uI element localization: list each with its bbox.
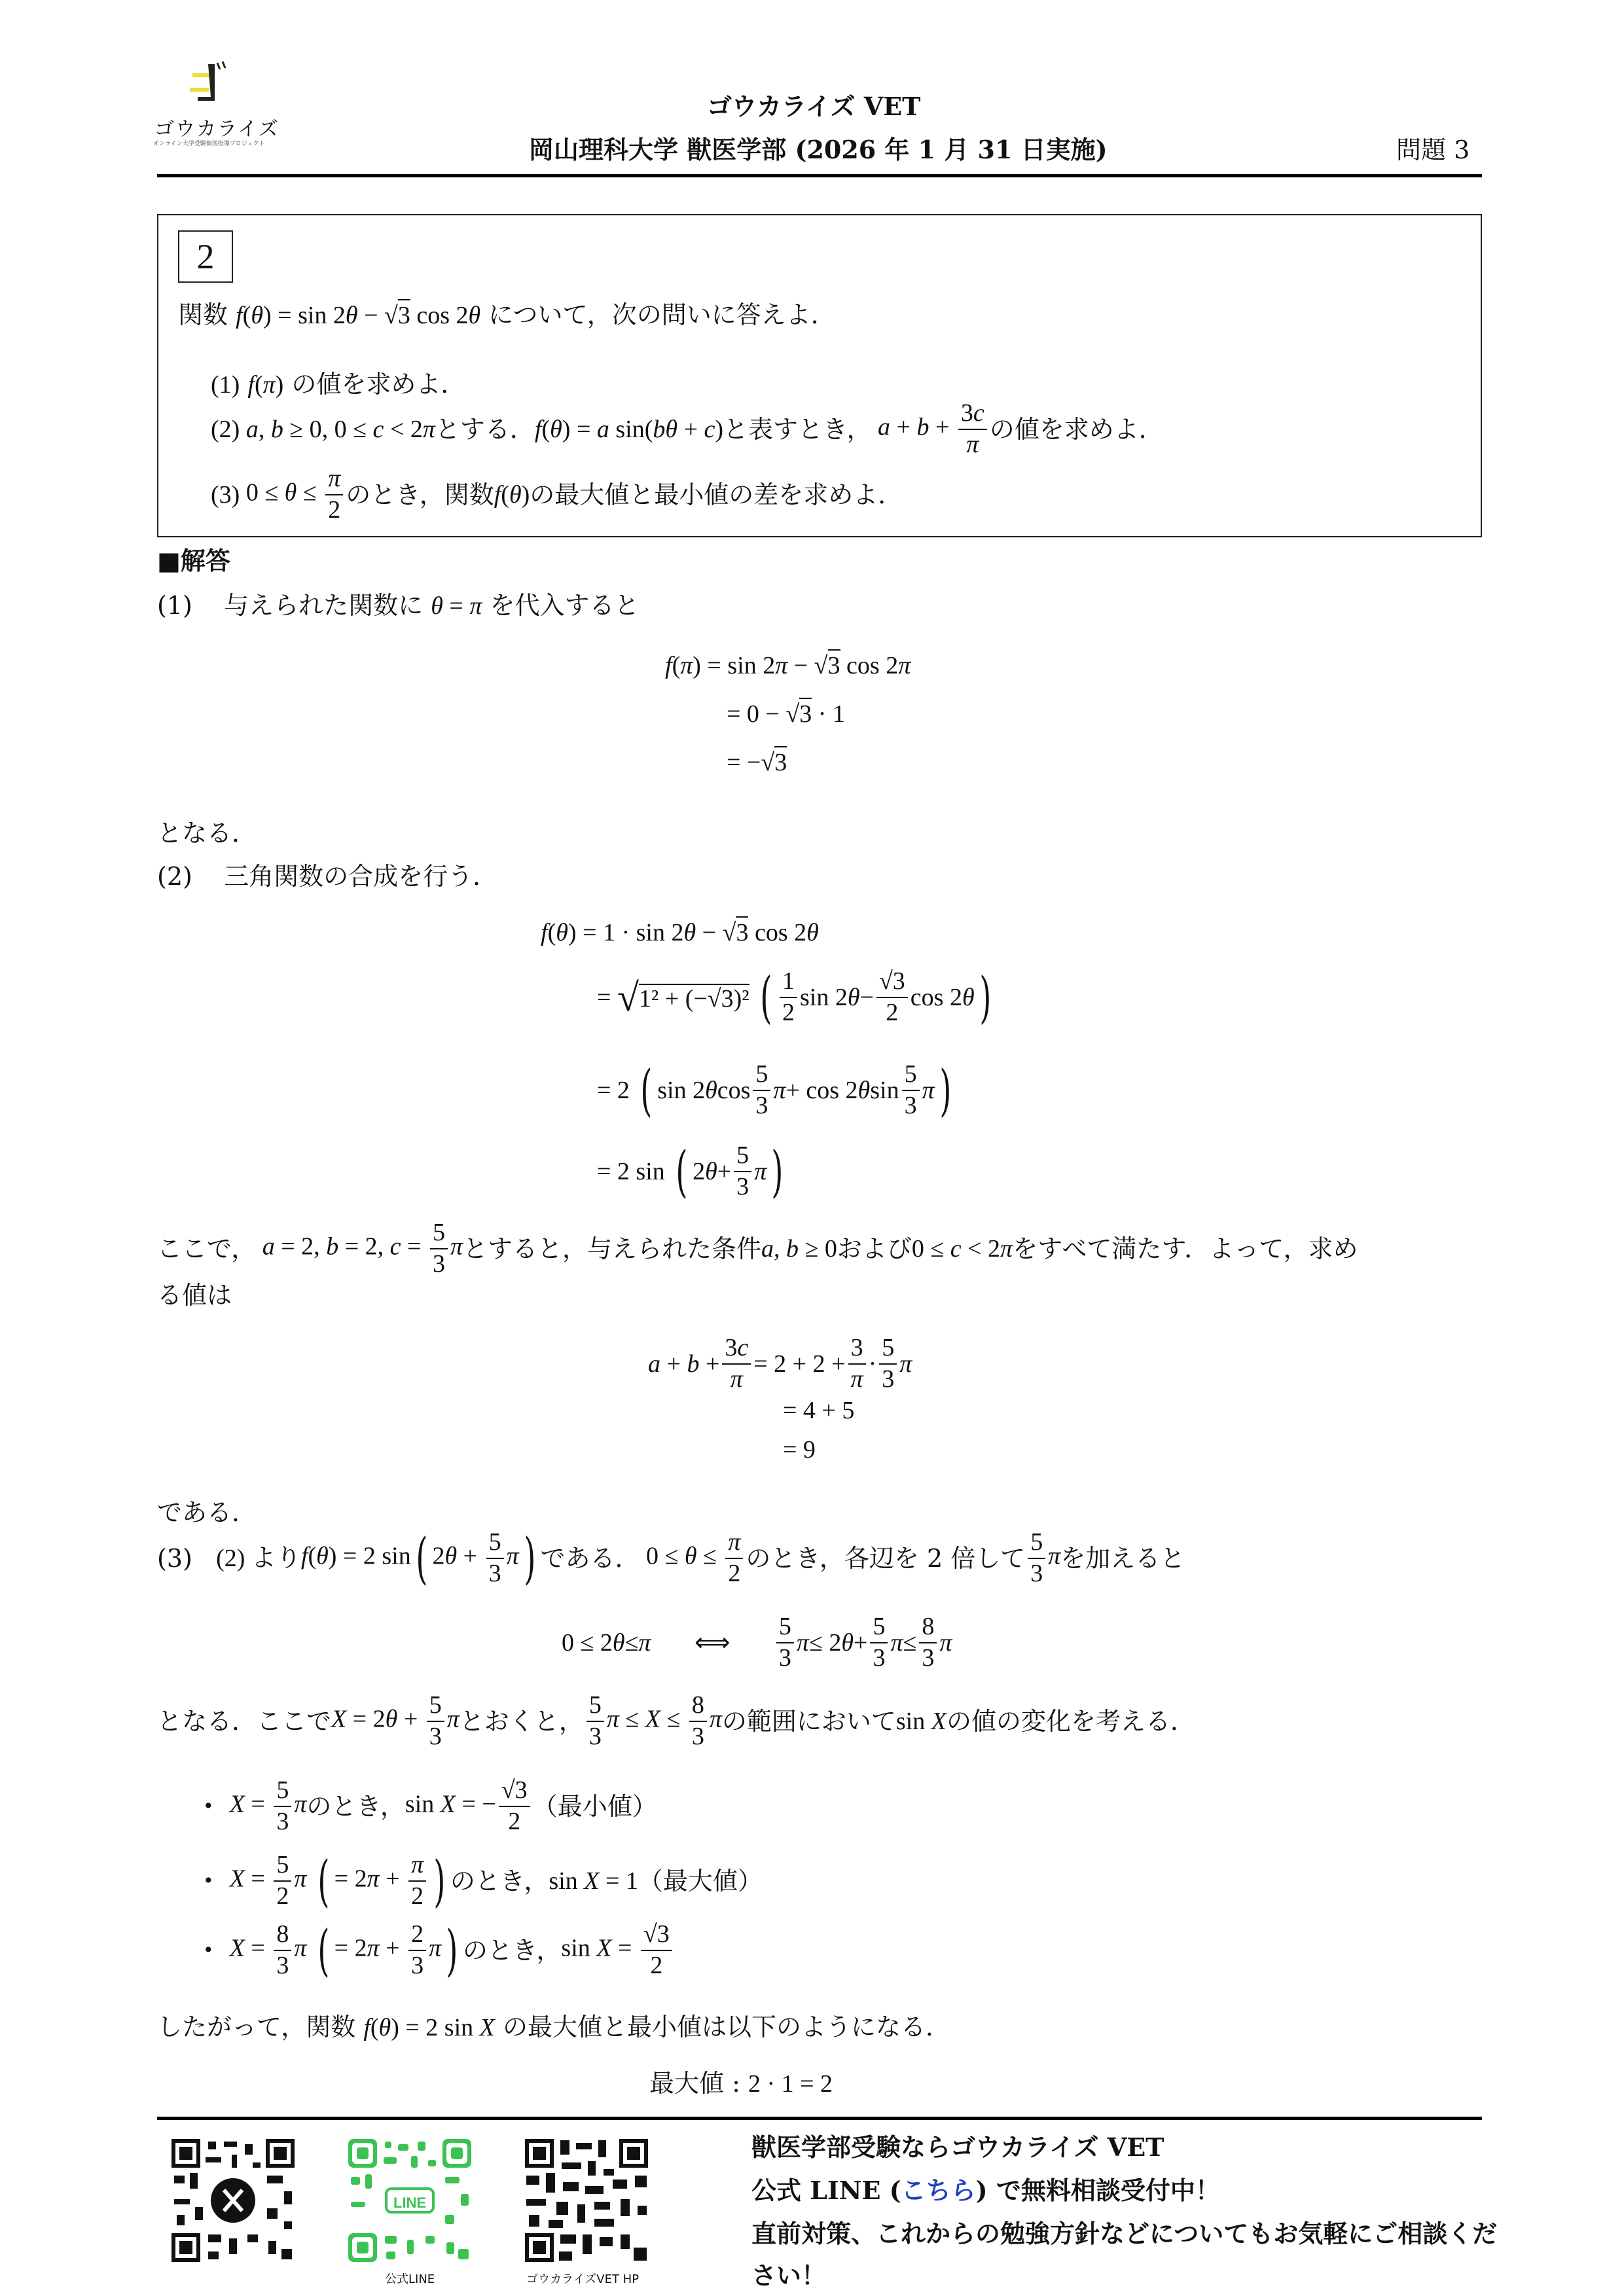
max-value-line <box>649 2071 833 2096</box>
logo-text: ゴウカライズ <box>154 118 280 141</box>
header-title: ゴウカライズ VET <box>707 92 921 121</box>
answer-1-eq-line3: = −√3 <box>727 750 787 775</box>
answer-2-after-c: および <box>837 1234 912 1263</box>
answer-2-after-a: ここで， <box>157 1234 257 1263</box>
problem-intro: 関数 f(θ) = sin 2θ − √3 cos 2θ について，次の問いに答えよ． <box>178 300 836 329</box>
goukarise-logo <box>152 60 283 152</box>
q2-text-b: と表すとき， <box>723 414 872 444</box>
problem-label: 問題 3 <box>1396 135 1470 164</box>
answer-2-label: (2) <box>157 862 192 891</box>
answer-3-inequality: 0 ≤ 2 θ ≤ π ⟺ $\frac{5}{3}$ π ≤ 2 θ + $\frac{5}{3}$ π ≤ $\frac{8}{3}$ π <box>562 1613 952 1672</box>
answer-2-sum-line3: = 9 <box>783 1436 816 1463</box>
problem-q1: (1) f(π) の値を求めよ． <box>211 370 466 399</box>
q2-number: (2) <box>211 415 240 443</box>
qr-code-hp[interactable] <box>522 2136 651 2286</box>
answer-1-eq-line2: = 0 − √3 · 1 <box>727 702 845 726</box>
problem-q3: (3) 0 ≤ θ ≤ $\frac{\pi}{2}$ のとき，関数 f(θ) の最大値と最小値の差を求めよ． <box>211 465 903 524</box>
answer-2-eq-line4: = 2 sin ( 2 θ + $\frac{5}{3}$ π ) <box>597 1139 784 1204</box>
answer-2-eq-line3: = 2 ( sin 2 θ cos $\frac{5}{3}$ π + cos 2 θ sin $\frac{5}{3}$ π ) <box>597 1058 952 1122</box>
bullet-max-label: （最大値） <box>638 1866 763 1895</box>
qr-hp-graphic <box>522 2136 651 2265</box>
q1-text: の値を求めよ． <box>283 370 466 399</box>
conclusion-text-a: したがって，関数 <box>157 2013 364 2041</box>
footer-line1: 獣医学部受験ならゴウカライズ VET <box>751 2132 1164 2162</box>
conclusion-text-b: の最大値と最小値は以下のようになる． <box>494 2013 950 2041</box>
answer-3-text-d: を加えると <box>1060 1544 1185 1573</box>
qr-hp-caption: ゴウカライズVET HP <box>526 2272 640 2286</box>
footer-line3: 直前対策、これからの勉強方針などについてもお気軽にご相談くだ <box>751 2219 1498 2248</box>
answer-2-sum-line2: = 4 + 5 <box>783 1397 855 1424</box>
q2-text-c: の値を求めよ． <box>989 414 1164 444</box>
bullet-min-text: のとき， <box>306 1791 405 1821</box>
qr-code-line[interactable] <box>346 2136 474 2286</box>
answer-2-text: 三角関数の合成を行う． <box>224 862 498 891</box>
line-badge: LINE <box>393 2195 427 2211</box>
bullet-min-label: （最小値） <box>532 1791 657 1821</box>
answer-2-intro <box>157 864 497 889</box>
answer-3-intro: (3) (2) より f(θ) = 2 sin( 2θ + $\frac{5}{3}$ π) である． 0 ≤ θ ≤ $\frac{\pi}{2}$ のとき，各辺を 2 倍して $\frac{5}{3}$ π を加えると <box>157 1526 1185 1590</box>
footer-line4: さい！ <box>751 2261 827 2290</box>
bullet-max: • X = $\frac{5}{2}$ π ( = 2π + $\frac{\pi}{2}$ ) のとき， sin X = 1 （最大値） <box>203 1848 763 1913</box>
footer-line2 <box>751 2178 1220 2203</box>
answer-3-after: となる．ここで X = 2θ + $\frac{5}{3}$ π とおくと， $\frac{5}{3}$ π ≤ X ≤ $\frac{8}{3}$ π の範囲において sin X の値の変化を考える． <box>157 1691 1195 1750</box>
answer-3-after-d: の値の変化を考える． <box>946 1706 1195 1736</box>
q3-text-a: のとき，関数 <box>346 480 494 509</box>
problem-number: 2 <box>178 230 233 283</box>
answer-2-after: ここで， a = 2, b = 2, c = $\frac{5}{3}$ π とすると，与えられた条件 a, b ≥ 0 および 0 ≤ c < 2π をすべて満たす．よって，求め <box>157 1219 1358 1278</box>
answer-heading: ■解答 <box>157 546 230 575</box>
answer-2-eq-line2: = √ 1² + (−√3)² ( $\frac{1}{2}$ sin 2 θ − $\frac{√3}{2}$ cos 2 θ ) <box>597 965 992 1030</box>
qr-line-caption: 公式LINE <box>385 2272 435 2286</box>
answer-3-after-a: となる．ここで <box>157 1706 332 1736</box>
answer-1-text-b: を代入すると <box>482 591 640 620</box>
answer-2-after-d: をすべて満たす．よって，求め <box>1013 1234 1358 1263</box>
answer-1-intro: (1) 与えられた関数に θ = π を代入すると <box>157 591 640 620</box>
max-value: 2 · 1 = 2 <box>748 2070 833 2098</box>
header-subtitle: 岡山理科大学 獣医学部 (2026 年 1 月 31 日実施) <box>529 135 1108 164</box>
answer-3-text-c: のとき，各辺を 2 倍して <box>746 1544 1026 1573</box>
q3-number: (3) <box>211 480 240 509</box>
bullet-end: • X = $\frac{8}{3}$ π ( = 2π + $\frac{2}{3}$ π) のとき， sin X = $\frac{√3}{2}$ <box>203 1922 675 1979</box>
bullet-max-text: のとき， <box>450 1866 549 1895</box>
answer-1-eq-line1: f(π) = sin 2π − √3 cos 2π <box>665 653 911 678</box>
answer-3-after-b: とおくと， <box>459 1706 584 1736</box>
footer-line2-a: 公式 LINE ( <box>751 2176 901 2205</box>
max-value-label: 最大値 : <box>649 2069 748 2098</box>
answer-1-end: となる． <box>157 819 257 848</box>
q1-number: (1) <box>211 371 240 399</box>
answer-3-text-a: (2) より <box>216 1545 301 1572</box>
bullet-end-text: のとき， <box>462 1935 562 1965</box>
q3-text-b: の最大値と最小値の差を求めよ． <box>530 480 903 509</box>
footer-line2-b: ) で無料相談受付中！ <box>975 2176 1220 2205</box>
answer-2-sum-line1: a + b + $\frac{3c}{\pi}$ = 2 + 2 + $\frac{3}{\pi}$ · $\frac{5}{3}$ π <box>648 1334 912 1393</box>
answer-2-end: である． <box>157 1498 257 1527</box>
q2-text-a: とする． <box>435 414 535 444</box>
problem-q2: (2) a, b ≥ 0, 0 ≤ c < 2π とする． f(θ) = a sin(bθ + c) と表すとき， a + b + $\frac{3c}{\pi}$ の値を求めよ． <box>211 399 1164 458</box>
footer-rule <box>157 2117 1482 2120</box>
bullet-min: • X = $\frac{5}{3}$ π のとき， sin X = − $\frac{√3}{2}$ （最小値） <box>203 1776 657 1835</box>
answer-3-text-b: である． <box>540 1544 640 1573</box>
answer-2-after-e: る値は <box>157 1281 232 1310</box>
answer-conclusion: したがって，関数 f(θ) = 2 sin X の最大値と最小値は以下のようになる． <box>157 2013 950 2041</box>
qr-code-x[interactable] <box>169 2136 297 2265</box>
qr-x-graphic <box>169 2136 297 2265</box>
answer-2-after-b: とすると，与えられた条件 <box>462 1234 761 1263</box>
answer-1-text-a: 与えられた関数に <box>224 591 431 620</box>
header-rule <box>157 174 1482 177</box>
problem-intro-text-end: について，次の問いに答えよ． <box>480 300 836 329</box>
answer-3-after-c: の範囲において <box>721 1706 896 1736</box>
answer-1-label: (1) <box>157 591 192 620</box>
answer-3-label: (3) <box>157 1544 192 1573</box>
line-link[interactable]: こちら <box>901 2176 976 2205</box>
answer-2-eq-line1: f(θ) = 1 · sin 2θ − √3 cos 2θ <box>541 920 819 945</box>
problem-intro-text: 関数 <box>178 300 236 329</box>
logo-subtitle: オンライン大学受験個別指導プロジェクト <box>153 141 265 147</box>
